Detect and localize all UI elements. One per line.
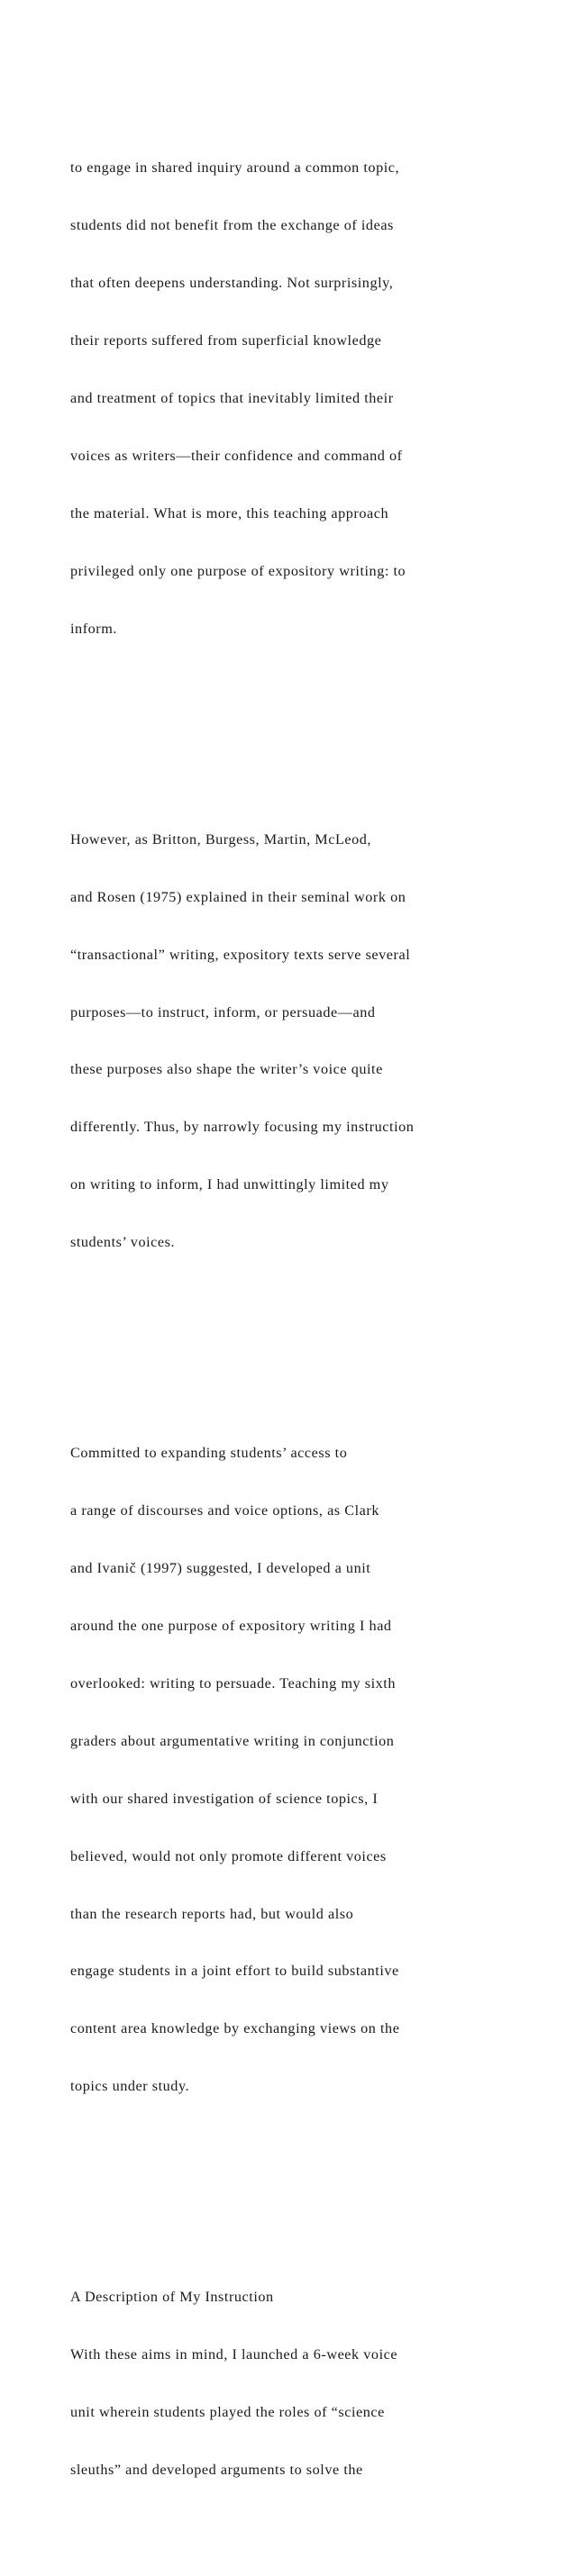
text-line: sleuths” and developed arguments to solve the [70, 2462, 363, 2479]
text-line: differently. Thus, by narrowly focusing my instruction [70, 1119, 415, 1136]
paragraph-gap [70, 1329, 557, 1348]
text-line: around the one purpose of expository writing I had [70, 1618, 392, 1635]
text-line: privileged only one purpose of expository writing: to [70, 562, 406, 579]
section-heading: A Description of My Instruction [70, 2289, 274, 2306]
text-line: believed, would not only promote different voices [70, 1847, 387, 1864]
paragraph-3 [70, 1406, 557, 2135]
text-line: and treatment of topics that inevitably limited their [70, 390, 394, 407]
text-line: and Rosen (1975) explained in their seminal work on [70, 888, 406, 905]
text-line: “transactional” writing, expository texts serve several [70, 946, 411, 963]
text-line: voices as writers—their confidence and command of [70, 447, 403, 464]
text-line: unit wherein students played the roles of “science [70, 2404, 385, 2421]
text-line: these purposes also shape the writer’s voice quite [70, 1061, 383, 1078]
text-line: engage students in a joint effort to build substantive [70, 1963, 399, 1980]
text-line: content area knowledge by exchanging views on the [70, 2020, 400, 2037]
paragraph-gap [70, 2173, 557, 2192]
text-line: students’ voices. [70, 1234, 176, 1251]
paragraph-4 [70, 2250, 557, 2518]
text-line: inform. [70, 620, 117, 637]
text-line: on writing to inform, I had unwittingly limited my [70, 1176, 389, 1193]
text-line: that often deepens understanding. Not surprisingly, [70, 275, 394, 292]
text-line: than the research reports had, but would also [70, 1905, 354, 1922]
text-line: overlooked: writing to persuade. Teaching my sixth [70, 1674, 396, 1692]
text-line: to engage in shared inquiry around a common topic, [70, 159, 400, 177]
body-text [70, 63, 557, 2576]
text-line: purposes—to instruct, inform, or persuade—and [70, 1003, 376, 1020]
text-line: topics under study. [70, 2078, 190, 2095]
paragraph-gap [70, 715, 557, 734]
paragraph-2 [70, 792, 557, 1291]
text-line: students did not benefit from the exchange of ideas [70, 217, 394, 234]
text-line: Committed to expanding students’ access to [70, 1445, 348, 1462]
paragraph-1 [70, 121, 557, 677]
text-line: with our shared investigation of science topics, I [70, 1790, 379, 1807]
text-line: the material. What is more, this teaching approach [70, 504, 389, 522]
text-line: their reports suffered from superficial knowledge [70, 332, 382, 349]
text-line: a range of discourses and voice options, as Clark [70, 1502, 379, 1519]
text-line: and Ivanič (1997) suggested, I developed a unit [70, 1560, 371, 1577]
text-line: graders about argumentative writing in conjunction [70, 1732, 395, 1749]
text-line: With these aims in mind, I launched a 6-week voice [70, 2346, 398, 2363]
text-line: However, as Britton, Burgess, Martin, McLeod, [70, 830, 372, 848]
